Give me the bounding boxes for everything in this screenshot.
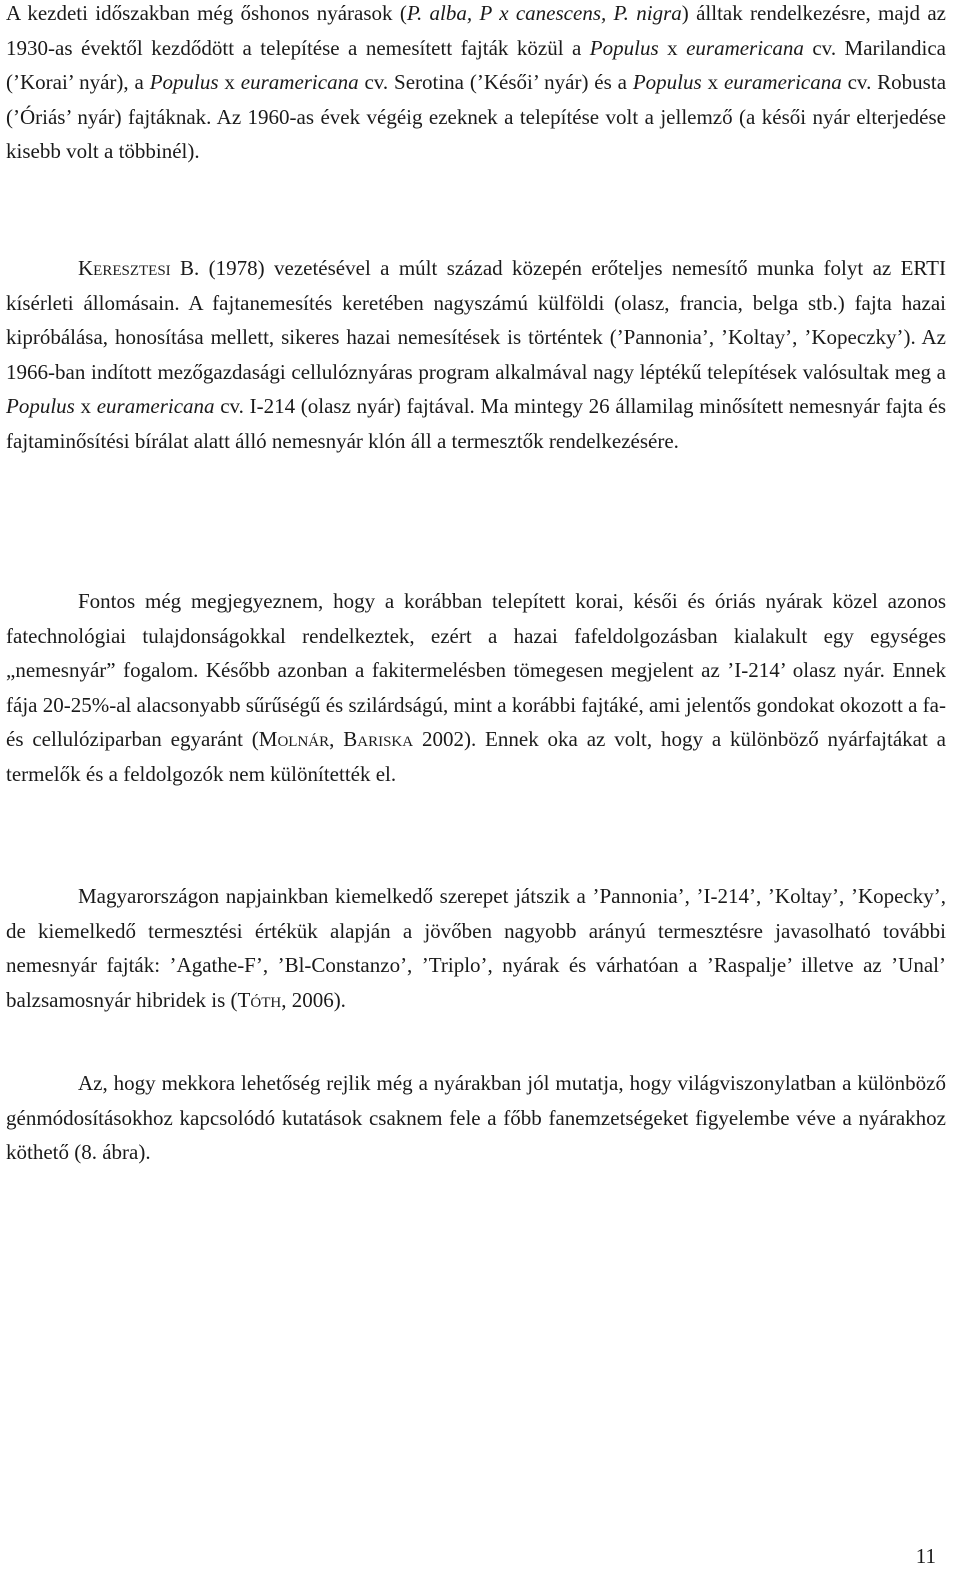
italic-text: Populus <box>632 70 702 95</box>
paragraph-2 <box>6 251 946 459</box>
italic-text: euramericana <box>723 70 842 95</box>
author-name: Molnár <box>258 727 330 752</box>
paragraph-3 <box>6 584 946 792</box>
author-name: Tóth <box>237 987 282 1012</box>
text-run: x <box>218 70 241 95</box>
text-run: Magyarországon napjainkban kiemelkedő szerepet játszik a ’Pannonia’, ’I-214’, ’Koltay’, ’Kopecky’, de kiemelkedő termesztési értékük alapján a jövőben nagyobb arányú termesztésre javasolható további nemesnyár fajták: ’Agathe-F’, ’Bl-Constanzo’, ’Triplo’, nyárak és várhatóan a ’Raspalje’ illetve az ’Unal’ balzsamosnyár hibridek is ( <box>6 884 946 1012</box>
author-name: Bariska <box>343 727 414 752</box>
text-run: A kezdeti időszakban még őshonos nyárasok ( <box>6 1 407 25</box>
text-run: cv. I-214 (olasz nyár) fajtával. Ma mintegy 26 államilag minősített nemesnyár fajta és fajtaminősítési bírálat alatt álló nemesnyár klón áll a termesztők rendelkezésére. <box>6 394 947 453</box>
paragraph-5 <box>6 1066 946 1170</box>
page-number: 11 <box>915 1544 936 1568</box>
text-run: x <box>74 394 97 419</box>
text-run: 2002). Ennek oka az volt, hogy a különböző nyárfajtákat a termelők és a feldolgozók nem különítették el. <box>6 727 946 786</box>
italic-text: P. alba, P x canescens, P. nigra <box>406 1 682 25</box>
author-name: Keresztesi <box>78 256 171 280</box>
text-run: x <box>701 70 724 95</box>
paragraph-4 <box>6 879 946 1017</box>
text-run: cv. Serotina (’Késői’ nyár) és a <box>358 70 633 95</box>
text-run: cv. Marilandica (’Korai’ nyár), a <box>6 35 946 95</box>
italic-text: euramericana <box>240 70 359 95</box>
text-run: B. (1978) vezetésével a múlt század közepén erőteljes nemesítő munka folyt az ERTI kísérleti állomásain. A fajtanemesítés keretében nagyszámú külföldi (olasz, francia, belga stb.) fajta hazai kipróbálása, honosítása mellett, sikeres hazai nemesítések is történtek (’Pannonia’, ’Koltay’, ’Kopeczky’). Az 1966-ban indított mezőgazdasági cellulóznyáras program alkalmával nagy léptékű telepítések valósultak meg a <box>6 256 946 384</box>
text-run: Fontos még megjegyeznem, hogy a korábban telepített korai, késői és óriás nyárak közel azonos fatechnológiai tulajdonságokkal rendelkeztek, ezért a hazai fafeldolgozásban kialakult egy egységes „nemesnyár” fogalom. Később azonban a fakitermelésben tömegesen megjelent az ’I-214’ olasz nyár. Ennek fája 20-25%-al alacsonyabb sűrűségű és szilárdságú, mint a korábbi fajtáké, ami jelentős gondokat okozott a fa- és cellulóziparban egyaránt ( <box>6 589 946 752</box>
text-run: ) álltak rendelkezésre, majd az 1930-as évektől kezdődött a telepítése a nemesített fajták közül a <box>6 1 946 60</box>
italic-text: Populus <box>149 70 219 95</box>
italic-text: euramericana <box>686 35 804 60</box>
paragraph-1 <box>6 0 946 169</box>
text-run: cv. Robusta (’Óriás’ nyár) fajtáknak. Az 1960-as évek végéig ezeknek a telepítése volt a jellemző (a késői nyár elterjedése kisebb volt a többinél). <box>6 70 947 164</box>
text-run: x <box>658 35 687 60</box>
text-run: , <box>329 727 344 752</box>
italic-text: euramericana <box>96 394 215 419</box>
italic-text: Populus <box>589 35 659 60</box>
text-run: , 2006). <box>281 987 346 1012</box>
text-run: Az, hogy mekkora lehetőség rejlik még a nyárakban jól mutatja, hogy világviszonylatban a különböző génmódosításokhoz kapcsolódó kutatások csaknem fele a főbb fanemzetségeket figyelembe véve a nyárakhoz köthető (8. ábra). <box>6 1071 946 1165</box>
italic-text: Populus <box>6 394 75 419</box>
